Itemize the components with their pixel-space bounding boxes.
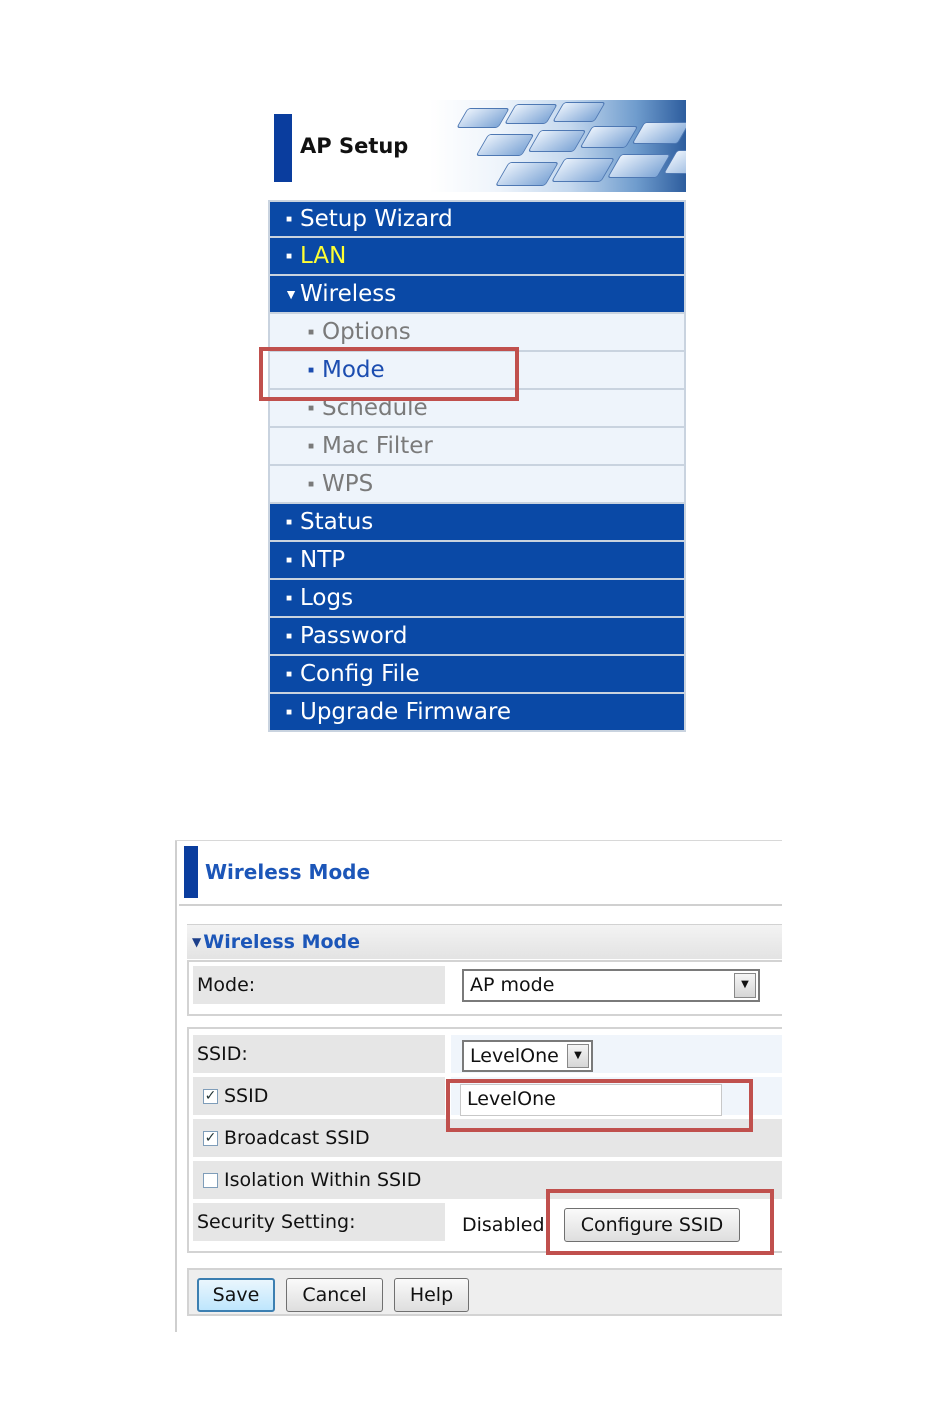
sidebar-menu	[268, 100, 686, 732]
sidebar-item-config-file[interactable]	[268, 656, 686, 694]
configure-ssid-button[interactable]: Configure SSID	[564, 1208, 740, 1242]
sidebar-subitem-mac-filter[interactable]	[268, 428, 686, 466]
sidebar-nav	[268, 200, 686, 732]
isolation-label: Isolation Within SSID	[224, 1169, 422, 1191]
expand-triangle-icon: ▼	[192, 935, 202, 949]
sidebar-item-logs[interactable]	[268, 580, 686, 618]
bullet-icon: ■	[285, 250, 292, 262]
bullet-icon: ■	[307, 326, 314, 338]
dropdown-arrow-icon: ▼	[734, 973, 756, 998]
sidebar-title: AP Setup	[300, 134, 409, 158]
sidebar-item-label: Setup Wizard	[300, 206, 453, 232]
sidebar-item-label: Schedule	[322, 395, 428, 421]
ssid-name-input[interactable]: LevelOne	[460, 1084, 722, 1116]
mode-select[interactable]	[462, 969, 760, 1002]
sidebar-item-ntp[interactable]	[268, 542, 686, 580]
action-bar	[187, 1268, 782, 1316]
security-setting-label: Security Setting:	[193, 1203, 445, 1241]
sidebar-item-setup-wizard[interactable]	[268, 200, 686, 238]
sidebar-item-lan[interactable]	[268, 238, 686, 276]
help-button[interactable]: Help	[394, 1278, 469, 1312]
sidebar-header	[272, 100, 686, 192]
expand-triangle-icon: ▼	[284, 286, 298, 302]
section-title: Wireless Mode	[203, 931, 361, 953]
sidebar-item-wireless[interactable]	[268, 276, 686, 314]
sidebar-item-label: WPS	[322, 471, 374, 497]
sidebar-item-label: Options	[322, 319, 411, 345]
bullet-icon: ■	[307, 402, 314, 414]
sidebar-item-label: NTP	[300, 547, 346, 573]
bullet-icon: ■	[285, 516, 292, 528]
ssid-enable-label: SSID	[224, 1085, 269, 1107]
sidebar-item-label: Upgrade Firmware	[300, 699, 512, 725]
bullet-icon: ■	[285, 592, 292, 604]
bullet-icon: ■	[307, 440, 314, 452]
security-status-text: Disabled	[462, 1214, 545, 1236]
broadcast-ssid-label: Broadcast SSID	[224, 1127, 370, 1149]
save-button[interactable]: Save	[197, 1278, 275, 1312]
ssid-select[interactable]	[462, 1040, 593, 1072]
ssid-input-highlight-callout	[446, 1079, 753, 1132]
sidebar-item-label: Password	[300, 623, 408, 649]
dropdown-arrow-icon: ▼	[567, 1044, 589, 1068]
bullet-icon: ■	[307, 364, 314, 376]
header-accent-bar	[274, 114, 292, 182]
bullet-icon: ■	[285, 554, 292, 566]
sidebar-item-status[interactable]	[268, 504, 686, 542]
sidebar-item-label: LAN	[300, 243, 347, 269]
mode-label: Mode:	[193, 966, 445, 1004]
mode-highlight-callout	[259, 347, 519, 401]
sidebar-item-label: Wireless	[300, 281, 397, 307]
sidebar-item-upgrade-firmware[interactable]	[268, 694, 686, 732]
checkbox-checked-icon[interactable]: ✓	[204, 1087, 217, 1104]
sidebar-item-label: Mode	[322, 357, 385, 383]
header-accent-bar	[184, 846, 198, 898]
ssid-enable-row	[193, 1077, 445, 1115]
bullet-icon: ■	[285, 630, 292, 642]
bullet-icon: ■	[307, 478, 314, 490]
sidebar-item-label: Config File	[300, 661, 420, 687]
checkbox-checked-icon[interactable]: ✓	[204, 1129, 217, 1146]
section-header-wireless-mode[interactable]	[187, 924, 782, 959]
sidebar-subitem-wps[interactable]	[268, 466, 686, 504]
ssid-select-value: LevelOne	[470, 1045, 559, 1067]
bullet-icon: ■	[285, 706, 292, 718]
checkbox-unchecked-icon[interactable]	[203, 1173, 218, 1188]
sidebar-item-label: Logs	[300, 585, 354, 611]
page-title: Wireless Mode	[205, 860, 371, 884]
mode-select-value: AP mode	[470, 974, 555, 996]
sidebar-item-password[interactable]	[268, 618, 686, 656]
bullet-icon: ■	[285, 668, 292, 680]
configure-ssid-highlight-callout	[546, 1189, 774, 1255]
cancel-button[interactable]: Cancel	[286, 1278, 383, 1312]
sidebar-item-label: Status	[300, 509, 374, 535]
ssid-select-label: SSID:	[193, 1035, 445, 1073]
sidebar-item-label: Mac Filter	[322, 433, 433, 459]
bullet-icon: ■	[285, 213, 292, 225]
